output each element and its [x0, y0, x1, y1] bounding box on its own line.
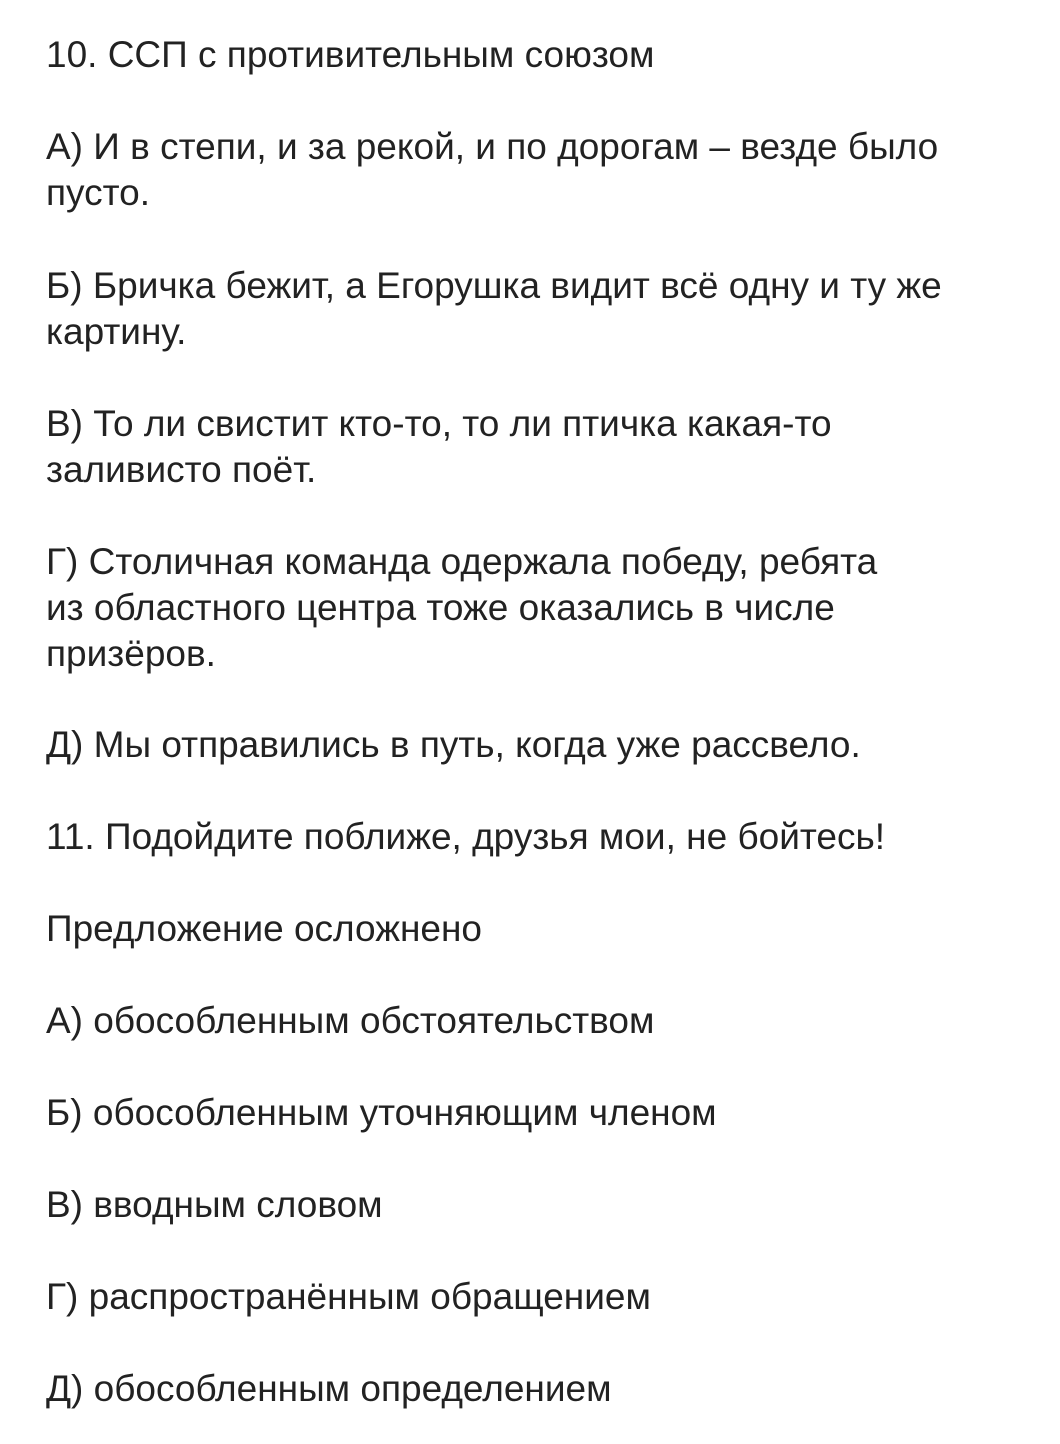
q10-option-v-line-1: В) То ли свистит кто-то, то ли птичка какая-то: [46, 403, 832, 444]
question-11-sentence: 11. Подойдите поближе, друзья мои, не бойтесь!: [46, 816, 886, 857]
question-10-title: 10. ССП с противительным союзом: [46, 34, 655, 75]
q11-option-v: В) вводным словом: [46, 1184, 383, 1225]
q10-option-d-line-1: Д) Мы отправились в путь, когда уже рассвело.: [46, 724, 861, 765]
question-11-prompt: Предложение осложнено: [46, 908, 482, 949]
q10-option-a-line-1: А) И в степи, и за рекой, и по дорогам – везде было: [46, 126, 939, 167]
q11-option-g: Г) распространённым обращением: [46, 1276, 651, 1317]
q11-option-a: А) обособленным обстоятельством: [46, 1000, 655, 1041]
q10-option-a-line-2: пусто.: [46, 172, 151, 213]
q10-option-g-line-2: из областного центра тоже оказались в числе: [46, 587, 835, 628]
q10-option-b-line-1: Б) Бричка бежит, а Егорушка видит всё одну и ту же: [46, 265, 942, 306]
q10-option-v-line-2: заливисто поёт.: [46, 449, 317, 490]
q10-option-b-line-2: картину.: [46, 311, 187, 352]
q10-option-g-line-1: Г) Столичная команда одержала победу, ребята: [46, 541, 878, 582]
q11-option-d: Д) обособленным определением: [46, 1368, 612, 1409]
q11-option-b: Б) обособленным уточняющим членом: [46, 1092, 717, 1133]
q10-option-g-line-3: призёров.: [46, 633, 216, 674]
